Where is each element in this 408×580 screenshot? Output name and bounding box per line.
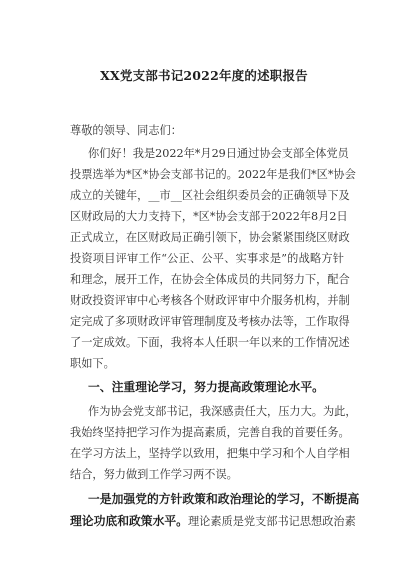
paragraph-line: 投票选举为*区*协会支部书记的。2022年是我们*区*协会 [70,168,356,181]
section-heading: 一、注重理论学习，努力提高政策理论水平。 [88,380,324,394]
paragraph-line: 定完成了多项财政评审管理制度及考核办法等，工作取得 [70,315,350,328]
paragraph-line: 财政投资评审中心考核各个财政评审中介服务机构，并制 [70,294,350,307]
paragraph-line: 正式成立，在区财政局正确引领下，协会紧紧围绕区财政 [70,231,350,244]
salutation: 尊敬的领导、同志们： [70,124,182,137]
document-title: XX党支部书记2022年度的述职报告 [100,68,308,83]
paragraph-line: 成立的关键年，__市__区社会组织委员会的正确领导下及 [70,189,350,202]
paragraph-text: 理论素质是党支部书记思想政治素 [187,515,356,528]
paragraph-line: 了一定成效。下面，我将本人任职一年以来的工作情况述 [70,336,350,349]
paragraph-line: 投资项目评审工作“公正、公平、实事求是”的战略方针 [70,252,344,265]
emphasis-line: 一是加强党的方针政策和政治理论的学习，不断提高 [88,492,360,506]
paragraph-line: 你们好！我是2022年*月29日通过协会支部全体党员 [88,147,349,160]
paragraph-line: 作为协会党支部书记，我深感责任大，压力大。为此， [88,405,357,418]
emphasis-text: 理论功底和政策水平。 [70,514,188,528]
paragraph-line: 结合，努力做到工作学习两不误。 [70,468,238,481]
paragraph-line: 我始终坚持把学习作为提高素质，完善自我的首要任务。 [70,426,350,439]
paragraph-line: 职如下。 [70,357,115,370]
paragraph-line: 在学习方法上，坚持学以致用，把集中学习和个人自学相 [70,447,350,460]
paragraph-line: 和理念，展开工作，在协会全体成员的共同努力下，配合 [70,273,350,286]
paragraph-line [70,514,356,529]
paragraph-line: 区财政局的大力支持下，*区*协会支部于2022年8月2日 [70,210,348,223]
